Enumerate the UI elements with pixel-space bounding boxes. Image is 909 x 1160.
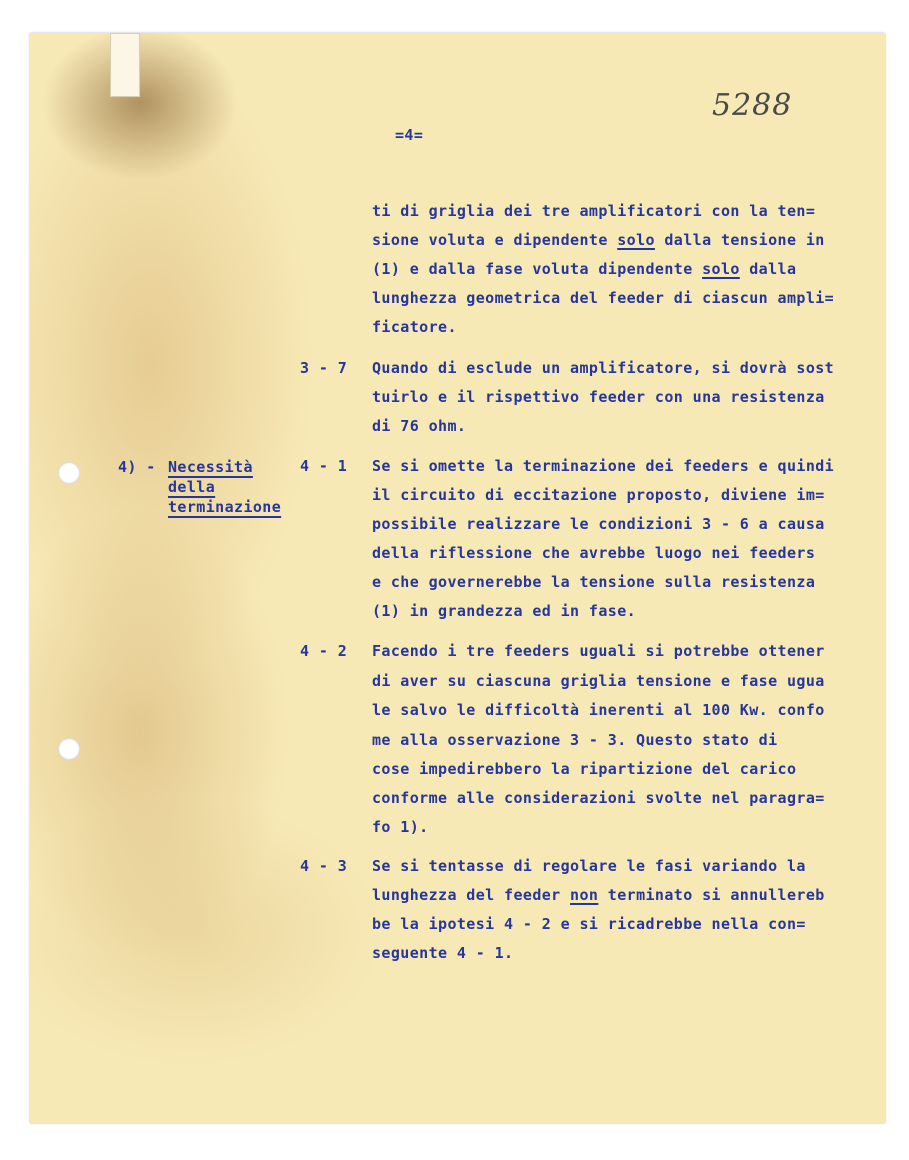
subsection-label: 4 - 2: [300, 642, 348, 660]
section-number: 4) -: [118, 458, 156, 476]
text-line: le salvo le difficoltà inerenti al 100 Kw. confo: [372, 701, 825, 719]
text-line: Se si tentasse di regolare le fasi variando la: [372, 857, 806, 875]
text-line: lunghezza del feeder non terminato si annullereb: [372, 886, 825, 904]
subsection-label: 4 - 3: [300, 857, 348, 875]
text-line: lunghezza geometrica del feeder di ciascun ampli=: [372, 289, 835, 307]
section-heading-line: della: [168, 478, 216, 496]
staple: [110, 33, 140, 97]
punch-hole-bottom: [58, 738, 80, 760]
text-line: il circuito di eccitazione proposto, diviene im=: [372, 486, 825, 504]
text-line: Facendo i tre feeders uguali si potrebbe ottener: [372, 642, 825, 660]
text-line: di 76 ohm.: [372, 417, 467, 435]
text-line: cose impedirebbero la ripartizione del carico: [372, 760, 797, 778]
punch-hole-top: [58, 462, 80, 484]
text-line: be la ipotesi 4 - 2 e si ricadrebbe nella con=: [372, 915, 806, 933]
subsection-label: 3 - 7: [300, 359, 348, 377]
text-line: me alla osservazione 3 - 3. Questo stato di: [372, 731, 778, 749]
text-line: ficatore.: [372, 318, 457, 336]
text-line: di aver su ciascuna griglia tensione e fase ugua: [372, 672, 825, 690]
page-number: =4=: [395, 126, 424, 144]
archive-number: 5288: [712, 88, 793, 123]
text-line: possibile realizzare le condizioni 3 - 6 a causa: [372, 515, 825, 533]
text-line: della riflessione che avrebbe luogo nei feeders: [372, 544, 816, 562]
text-line: e che governerebbe la tensione sulla resistenza: [372, 573, 816, 591]
text-line: seguente 4 - 1.: [372, 944, 514, 962]
text-line: (1) e dalla fase voluta dipendente solo dalla: [372, 260, 797, 278]
section-heading-line: Necessità: [168, 458, 253, 476]
section-heading-line: terminazione: [168, 498, 282, 516]
text-line: fo 1).: [372, 818, 429, 836]
subsection-label: 4 - 1: [300, 457, 348, 475]
text-line: sione voluta e dipendente solo dalla tensione in: [372, 231, 825, 249]
text-line: (1) in grandezza ed in fase.: [372, 602, 637, 620]
text-line: ti di griglia dei tre amplificatori con la ten=: [372, 202, 816, 220]
text-line: conforme alle considerazioni svolte nel paragra=: [372, 789, 825, 807]
text-line: tuirlo e il rispettivo feeder con una resistenza: [372, 388, 825, 406]
text-line: Quando di esclude un amplificatore, si dovrà sost: [372, 359, 835, 377]
text-line: Se si omette la terminazione dei feeders e quindi: [372, 457, 835, 475]
